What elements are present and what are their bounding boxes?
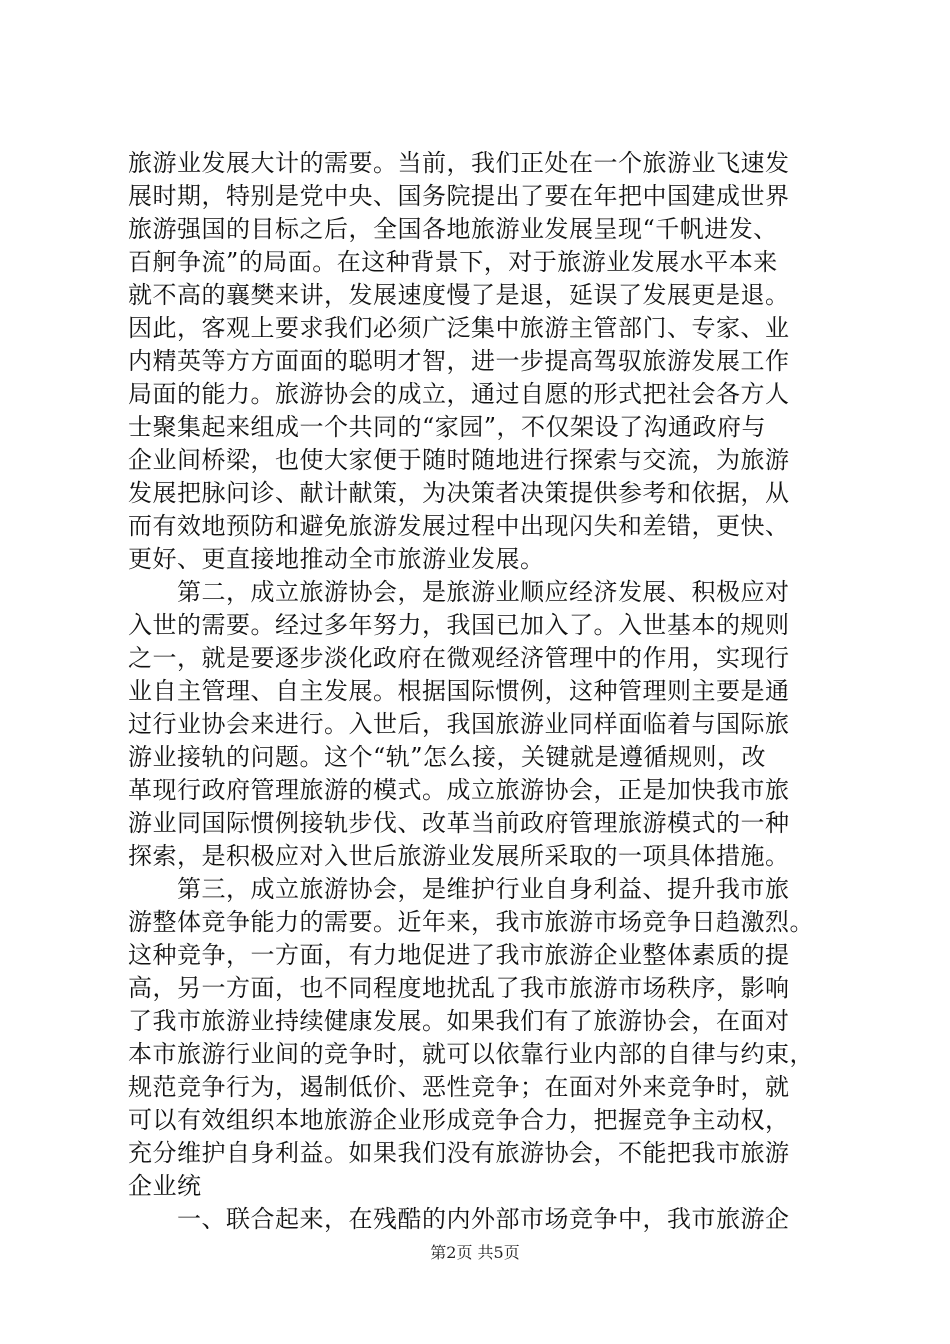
text-line: 之一，就是要逐步淡化政府在微观经济管理中的作用，实现行 [128, 644, 790, 672]
text-line: 可以有效组织本地旅游企业形成竞争合力，把握竞争主动权， [128, 1106, 790, 1134]
text-line: 内精英等方方面面的聪明才智，进一步提高驾驭旅游发展工作 [128, 347, 790, 375]
text-line: 高，另一方面，也不同程度地扰乱了我市旅游市场秩序，影响 [128, 974, 790, 1002]
text-line: 一、联合起来，在残酷的内外部市场竞争中，我市旅游企 [128, 1205, 790, 1233]
text-line: 局面的能力。旅游协会的成立，通过自愿的形式把社会各方人 [128, 380, 790, 408]
text-line: 游业同国际惯例接轨步伐、改革当前政府管理旅游模式的一种 [128, 809, 790, 837]
text-line: 了我市旅游业持续健康发展。如果我们有了旅游协会，在面对 [128, 1007, 790, 1035]
text-line: 充分维护自身利益。如果我们没有旅游协会，不能把我市旅游 [128, 1139, 790, 1167]
text-line: 入世的需要。经过多年努力，我国已加入了。入世基本的规则 [128, 611, 790, 639]
text-line: 旅游强国的目标之后，全国各地旅游业发展呈现“千帆进发、 [128, 215, 778, 243]
text-line: 企业统 [128, 1172, 202, 1200]
text-line: 第三，成立旅游协会，是维护行业自身利益、提升我市旅 [128, 875, 790, 903]
page-footer: 第2页 共5页 [430, 1243, 520, 1262]
text-line: 探索，是积极应对入世后旅游业发展所采取的一项具体措施。 [128, 842, 790, 870]
text-line: 旅游业发展大计的需要。当前，我们正处在一个旅游业飞速发 [128, 149, 790, 177]
body-text [128, 147, 838, 1236]
text-line: 企业间桥梁，也使大家便于随时随地进行探索与交流，为旅游 [128, 446, 790, 474]
text-line: 业自主管理、自主发展。根据国际惯例，这种管理则主要是通 [128, 677, 790, 705]
text-line: 游整体竞争能力的需要。近年来，我市旅游市场竞争日趋激烈。 [128, 908, 814, 936]
text-line: 革现行政府管理旅游的模式。成立旅游协会，正是加快我市旅 [128, 776, 790, 804]
text-line: 百舸争流”的局面。在这种背景下，对于旅游业发展水平本来 [128, 248, 778, 276]
text-line: 士聚集起来组成一个共同的“家园”，不仅架设了沟通政府与 [128, 413, 767, 441]
text-line: 过行业协会来进行。入世后，我国旅游业同样面临着与国际旅 [128, 710, 790, 738]
text-line: 发展把脉问诊、献计献策，为决策者决策提供参考和依据，从 [128, 479, 790, 507]
text-line: 这种竞争，一方面，有力地促进了我市旅游企业整体素质的提 [128, 941, 790, 969]
text-line: 第二，成立旅游协会，是旅游业顺应经济发展、积极应对 [128, 578, 790, 606]
text-line: 本市旅游行业间的竞争时，就可以依靠行业内部的自律与约束， [128, 1040, 814, 1068]
text-line: 因此，客观上要求我们必须广泛集中旅游主管部门、专家、业 [128, 314, 790, 342]
text-line: 就不高的襄樊来讲，发展速度慢了是退，延误了发展更是退。 [128, 281, 790, 309]
text-line: 展时期，特别是党中央、国务院提出了要在年把中国建成世界 [128, 182, 790, 210]
text-line: 规范竞争行为，遏制低价、恶性竞争；在面对外来竞争时，就 [128, 1073, 790, 1101]
text-line: 而有效地预防和避免旅游发展过程中出现闪失和差错，更快、 [128, 512, 790, 540]
text-line: 更好、更直接地推动全市旅游业发展。 [128, 545, 545, 573]
text-line: 游业接轨的问题。这个“轨”怎么接，关键就是遵循规则，改 [128, 743, 767, 771]
